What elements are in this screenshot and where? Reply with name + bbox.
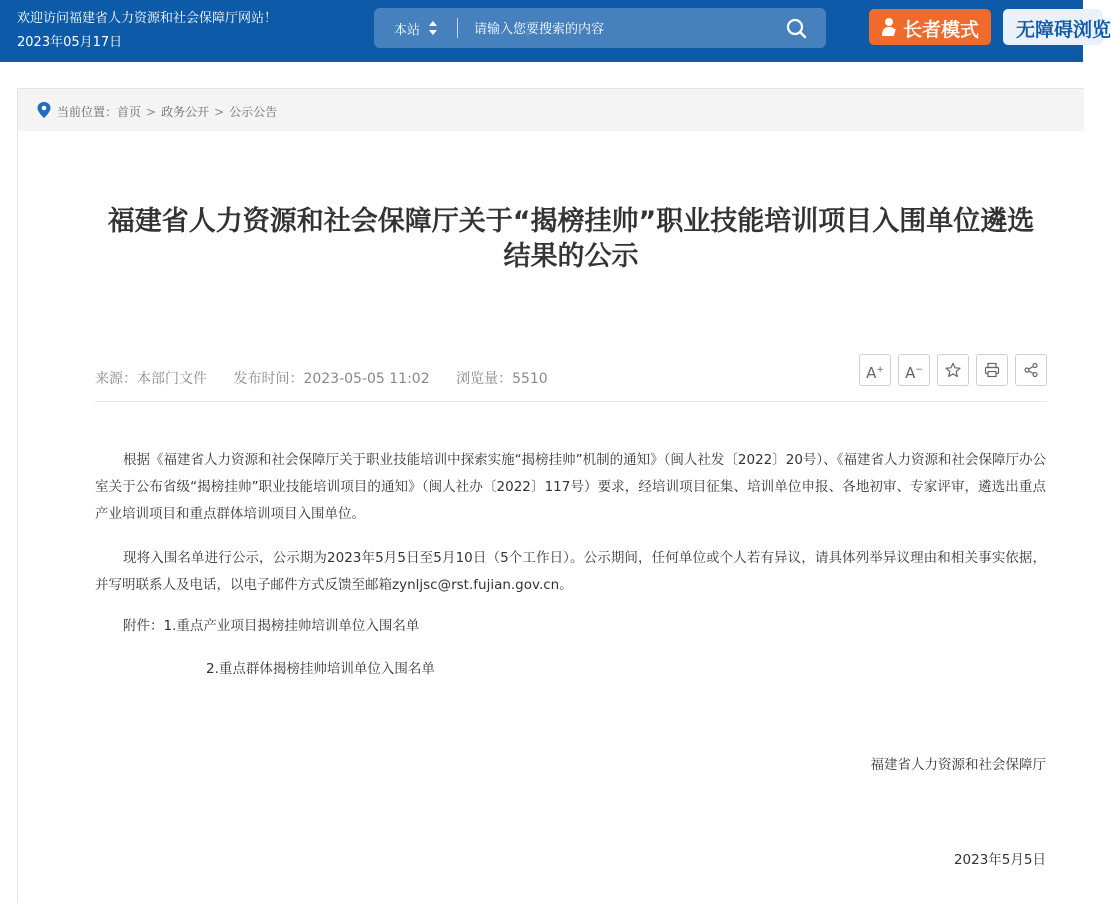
elder-mode-label: 长者模式	[903, 19, 980, 41]
breadcrumb-gov-open[interactable]: 政务公开	[161, 105, 210, 119]
article-title: 福建省人力资源和社会保障厅关于“揭榜挂帅”职业技能培训项目入围单位遴选结果的公示	[107, 206, 1035, 272]
print-button[interactable]	[976, 354, 1008, 386]
issuer-signature: 福建省人力资源和社会保障厅	[870, 757, 1046, 773]
location-pin-icon	[37, 102, 51, 118]
body-paragraph: 根据《福建省人力资源和社会保障厅关于职业技能培训中探索实施“揭榜挂帅”机制的通知》（闽人社发〔2022〕20号）、《福建省人力资源和社会保障厅办公室关于公布省级“揭榜挂帅”职业技能培训项目的通知》（闽人社办〔2022〕117号）要求，经培训项目征集、培训单位申报、各地初审、专家评审，遴选出重点产业培训项目和重点群体培训项目入围单位。	[95, 452, 1046, 522]
welcome-text: 欢迎访问福建省人力资源和社会保障厅网站！	[17, 11, 278, 26]
article-source: 来源：本部门文件	[95, 371, 207, 387]
elder-person-icon	[881, 17, 899, 37]
font-decrease-label: A	[905, 364, 916, 382]
search-icon[interactable]	[784, 16, 810, 42]
top-header	[0, 0, 1111, 62]
attachment-link-2[interactable]: 2.重点群体揭榜挂帅培训单位入围名单	[206, 661, 435, 677]
elder-mode-button[interactable]	[869, 9, 991, 45]
attachment-link-1[interactable]: 附件：1.重点产业项目揭榜挂帅培训单位入围名单	[123, 618, 420, 634]
favorite-button[interactable]	[937, 354, 969, 386]
font-increase-button[interactable]: A+	[859, 354, 891, 386]
search-scope-select[interactable]: 本站	[394, 23, 421, 38]
breadcrumb-home[interactable]: 首页	[117, 105, 142, 119]
accessibility-button[interactable]	[1003, 9, 1111, 45]
search-box	[374, 8, 826, 48]
print-icon	[984, 362, 1000, 378]
breadcrumb-announcements[interactable]: 公示公告	[229, 105, 278, 119]
accessibility-label: 无障碍浏览	[1016, 19, 1111, 41]
breadcrumb-prefix: 当前位置：	[57, 105, 118, 119]
share-icon	[1023, 362, 1039, 378]
breadcrumb-separator: >	[146, 105, 157, 119]
article-panel	[17, 88, 1084, 903]
font-decrease-button[interactable]: A−	[898, 354, 930, 386]
article-publish-time: 发布时间：2023-05-05 11:02	[233, 371, 430, 387]
updown-caret-icon[interactable]	[428, 18, 438, 38]
body-paragraph: 现将入围名单进行公示，公示期为2023年5月5日至5月10日（5个工作日）。公示期间，任何单位或个人若有异议，请具体列举异议理由和相关事实依据，并写明联系人及电话，以电子邮件方式反馈至邮箱zynljsc@rst.fujian.gov.cn。	[95, 550, 1046, 593]
breadcrumb-separator: >	[214, 105, 225, 119]
article-meta	[95, 368, 570, 388]
font-increase-label: A	[866, 364, 877, 382]
meta-divider	[95, 401, 1046, 402]
current-date: 2023年05月17日	[17, 35, 123, 50]
article-view-count: 浏览量：5510	[456, 371, 548, 387]
search-input[interactable]	[472, 16, 766, 42]
star-icon	[945, 362, 961, 378]
signature-date: 2023年5月5日	[953, 852, 1046, 868]
search-divider	[457, 18, 458, 38]
breadcrumb	[18, 89, 1084, 131]
share-button[interactable]	[1015, 354, 1047, 386]
